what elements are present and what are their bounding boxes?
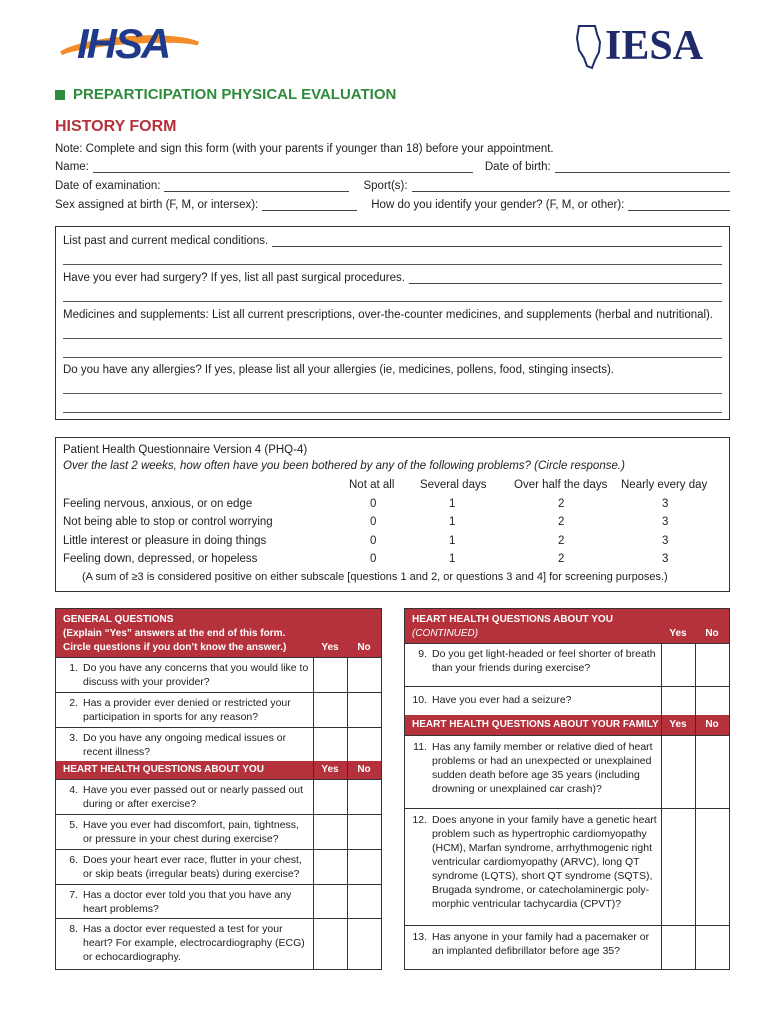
note: Note: Complete and sign this form (with your parents if younger than 18) before your appointment. bbox=[55, 143, 554, 155]
conditions-field[interactable] bbox=[272, 236, 722, 247]
phq4-box bbox=[55, 437, 730, 592]
iesa-logo-text: IESA bbox=[605, 23, 704, 69]
iesa-logo bbox=[575, 22, 725, 72]
phq-row-2: Not being able to stop or control worrying 0 1 2 3 bbox=[63, 516, 669, 528]
sex-row: Sex assigned at birth (F, M, or intersex): How do you identify your gender? (F, M, or other): bbox=[55, 199, 730, 211]
general-header: GENERAL QUESTIONS (Explain “Yes” answers at the end of this form. Circle questions if you don’t know the answer.) Yes No bbox=[56, 609, 381, 657]
table-row: 5. Have you ever had discomfort, pain, tightness, or pressure in your chest during exercise? bbox=[56, 814, 381, 849]
continued-header: HEART HEALTH QUESTIONS ABOUT YOU (CONTINUED) Yes No bbox=[405, 609, 729, 643]
phq-instruction: Over the last 2 weeks, how often have you been bothered by any of the following problems? (Circle response.) bbox=[63, 460, 625, 472]
gender-field[interactable] bbox=[628, 200, 730, 211]
heart-questions-table bbox=[404, 608, 730, 970]
table-row: 3. Do you have any ongoing medical issues or recent illness? bbox=[56, 727, 381, 761]
medical-history-box bbox=[55, 226, 730, 420]
name-row: Name: Date of birth: bbox=[55, 161, 730, 173]
yes-column[interactable] bbox=[313, 657, 314, 969]
table-row: 12. Does anyone in your family have a genetic heart problem such as hypertrophic cardiomyopathy (HCM), Marfan syndrome, arrhythmogenic right ventricular cardiomyopathy (ARVC), long QT syndrome (LQTS), short QT syndrome (SQTS), Brugada syndrome, or catecholaminergic poly- morphic ventricular tachycardia (CPVT)? bbox=[405, 808, 729, 925]
phq-row-1: Feeling nervous, anxious, or on edge 0 1 2 3 bbox=[63, 498, 669, 510]
no-column[interactable] bbox=[695, 643, 696, 969]
table-row: 1. Do you have any concerns that you would like to discuss with your provider? bbox=[56, 657, 381, 692]
ihsa-logo bbox=[55, 18, 215, 74]
green-square-icon bbox=[55, 90, 65, 100]
phq-row-4: Feeling down, depressed, or hopeless 0 1 2 3 bbox=[63, 553, 669, 565]
name-field[interactable] bbox=[93, 162, 473, 173]
section-title: PREPARTICIPATION PHYSICAL EVALUATION bbox=[55, 86, 396, 103]
allergies-field[interactable] bbox=[63, 393, 722, 394]
sports-field[interactable] bbox=[412, 181, 730, 192]
medicines-line: Medicines and supplements: List all current prescriptions, over-the-counter medicines, and supplements (herbal and nutritional). bbox=[63, 309, 714, 321]
general-questions-table bbox=[55, 608, 382, 970]
exam-date-field[interactable] bbox=[164, 181, 349, 192]
table-row: 2. Has a provider ever denied or restricted your participation in sports for any reason? bbox=[56, 692, 381, 727]
illinois-state-icon bbox=[575, 24, 603, 70]
ihsa-logo-text: IHSA bbox=[77, 20, 170, 67]
table-row: 9. Do you get light-headed or feel shorter of breath than your friends during exercise? bbox=[405, 643, 729, 686]
phq-row-3: Little interest or pleasure in doing things 0 1 2 3 bbox=[63, 535, 669, 547]
medicines-field[interactable] bbox=[63, 338, 722, 339]
phq-footnote: (A sum of ≥3 is considered positive on either subscale [questions 1 and 2, or questions 3 and 4] for screening purposes.) bbox=[82, 571, 668, 583]
exam-row: Date of examination: Sport(s): bbox=[55, 180, 730, 192]
surgery-field[interactable] bbox=[409, 273, 722, 284]
sex-field[interactable] bbox=[262, 200, 357, 211]
dob-field[interactable] bbox=[555, 162, 730, 173]
phq-columns: Not at all Several days Over half the days Nearly every day bbox=[349, 479, 708, 491]
phq-title: Patient Health Questionnaire Version 4 (PHQ-4) bbox=[63, 444, 308, 456]
table-row: 4. Have you ever passed out or nearly passed out during or after exercise? bbox=[56, 779, 381, 814]
conditions-line: List past and current medical conditions. bbox=[63, 235, 722, 247]
form-title: HISTORY FORM bbox=[55, 118, 177, 135]
table-row: 8. Has a doctor ever requested a test for your heart? For example, electrocardiography (ECG) or echocardiography. bbox=[56, 918, 381, 969]
table-row: 6. Does your heart ever race, flutter in your chest, or skip beats (irregular beats) during exercise? bbox=[56, 849, 381, 884]
table-row: 11. Has any family member or relative died of heart problems or had an unexpected or unexplained sudden death before age 35 years (including drowning or unexplained car crash)? bbox=[405, 735, 729, 808]
yes-column[interactable] bbox=[661, 643, 662, 969]
surgery-line: Have you ever had surgery? If yes, list all past surgical procedures. bbox=[63, 272, 722, 284]
heart-header: HEART HEALTH QUESTIONS ABOUT YOU Yes No bbox=[56, 761, 381, 779]
allergies-line: Do you have any allergies? If yes, please list all your allergies (ie, medicines, pollens, food, stinging insects). bbox=[63, 364, 615, 376]
table-row: 10. Have you ever had a seizure? bbox=[405, 686, 729, 715]
table-row: 7. Has a doctor ever told you that you have any heart problems? bbox=[56, 884, 381, 918]
family-header: HEART HEALTH QUESTIONS ABOUT YOUR FAMILY Yes No bbox=[405, 715, 729, 735]
table-row: 13. Has anyone in your family had a pacemaker or an implanted defibrillator before age 35? bbox=[405, 925, 729, 969]
no-column[interactable] bbox=[347, 657, 348, 969]
